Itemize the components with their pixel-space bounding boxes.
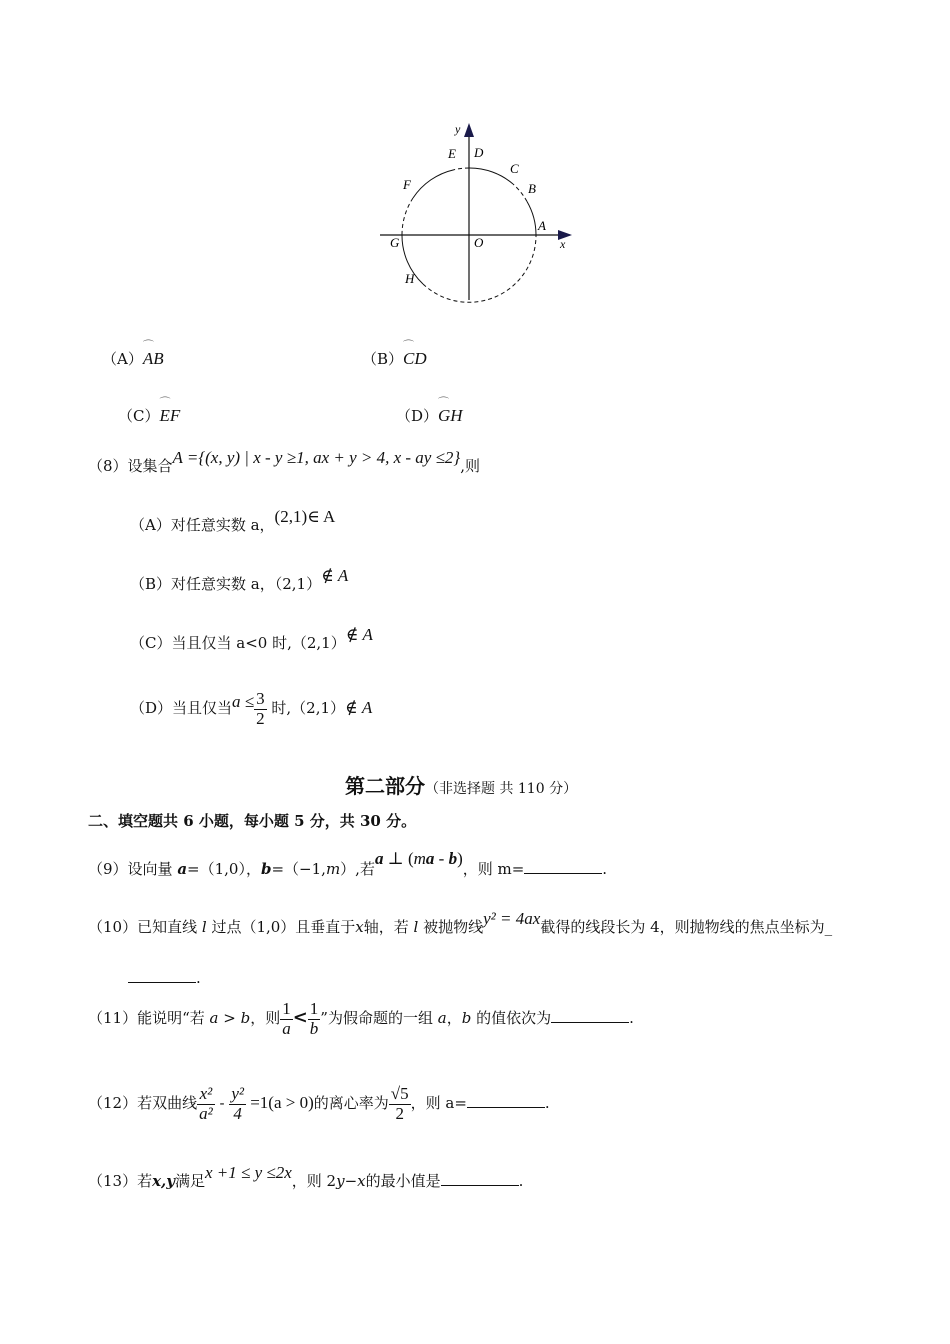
q7-option-a (102, 340, 164, 369)
q12-tail: ，则 a= (410, 1094, 467, 1113)
q8-option-d (130, 690, 372, 728)
q12-eccentricity: $\frac{√5}{2}$ (390, 1084, 409, 1123)
q13-minus: − (344, 1172, 358, 1190)
q8-option-d-math: ∉ A (345, 698, 373, 718)
arc-EF (413, 170, 454, 198)
section2-heading: 二、填空题共 6 小题，每小题 5 分，共 30 分。 (88, 812, 417, 830)
q9-tail: ，则 m= (462, 860, 525, 878)
part2-title: 第二部分 (345, 774, 425, 798)
q13-mid: 满足 (174, 1172, 205, 1190)
arc-notation: ⌒ GH (438, 397, 463, 425)
point-G-label: G (390, 235, 400, 250)
q10-line2 (128, 968, 201, 987)
option-label: （A） (102, 350, 143, 368)
q10-answer-blank[interactable] (128, 968, 196, 983)
q10-parabola: y² = 4ax (483, 909, 541, 928)
q8-option-d-tail: 时,（2,1） (266, 699, 346, 718)
q13-y: y (336, 1172, 345, 1190)
q10-text-b: 过点（1,0）且垂直于 (206, 918, 356, 936)
arc-DE (454, 168, 469, 170)
q12-end: . (544, 1094, 550, 1113)
y-axis-arrow (464, 123, 474, 137)
q7-option-b (362, 340, 427, 369)
q13-prefix: （13）若 (88, 1172, 153, 1190)
q11-answer-blank[interactable] (551, 1008, 629, 1023)
q11-prefix: （11）能说明“若 (88, 1009, 210, 1028)
q12 (88, 1085, 550, 1123)
q8-option-a-math: (2,1)∈ A (274, 507, 336, 526)
q10-end: . (196, 969, 201, 987)
q8-suffix: ,则 (460, 457, 481, 475)
q9-vector-b: b (260, 860, 272, 878)
point-D-label: D (474, 145, 484, 160)
q11-mid: ，则 (250, 1009, 281, 1028)
q9-b-value: =（−1, (271, 860, 326, 878)
q8-option-c-text: （C）当且仅当 a<0 时,（2,1） (130, 634, 346, 652)
arc-AB (527, 202, 536, 236)
q11-a: a (437, 1009, 447, 1028)
y-axis-label: y (455, 122, 461, 136)
q10-l2: l (413, 918, 419, 936)
q8-option-b-math: ∉ A (321, 566, 349, 585)
q8-option-a-text: （A）对任意实数 a， (130, 516, 275, 534)
q9-close: ）,若 (340, 860, 375, 878)
q11-end: . (629, 1009, 634, 1028)
q12-fraction-x: $\frac{\text{x²}}{\text{a²}}$ (199, 1084, 213, 1123)
q12-prefix: （12）若双曲线 (88, 1094, 198, 1113)
arc-notation: ⌒ AB (142, 340, 164, 368)
q8-option-b (130, 566, 349, 594)
point-H-label: H (405, 271, 415, 286)
q8-prefix: （8）设集合 (88, 457, 173, 475)
q10-text-d: 被抛物线 (418, 918, 484, 936)
q13-x: x (357, 1172, 366, 1190)
arc-notation: ⌒ CD (403, 340, 427, 368)
q12-answer-blank[interactable] (467, 1093, 545, 1108)
q8-stem (88, 448, 481, 476)
option-label: （D） (396, 407, 439, 425)
q13-end: . (518, 1172, 524, 1190)
q10-line1 (88, 909, 833, 937)
q12-minus: - (214, 1094, 230, 1113)
option-label: （C） (118, 407, 160, 425)
q8-option-d-fraction: $\frac{3}{2}$ (256, 689, 265, 728)
x-axis-label: x (560, 237, 566, 251)
q12-mid: 的离心率为 (313, 1094, 389, 1113)
q11-b: b (461, 1009, 472, 1028)
q11-condition: a > b (209, 1009, 251, 1028)
arc-CD (469, 168, 513, 184)
q8-option-a (130, 507, 336, 535)
q10-text-c: 轴，若 (363, 918, 414, 936)
q8-option-c (130, 625, 373, 653)
q13-tail2: 的最小值是 (365, 1172, 441, 1190)
q9-m: m (325, 860, 341, 878)
q11-fraction-2: $\frac{1}{b}$ (309, 999, 319, 1038)
point-B-label: B (528, 181, 536, 196)
q9-answer-blank[interactable] (524, 859, 602, 874)
q13-vars: x,y (152, 1172, 175, 1190)
q12-fraction-y: $\frac{\text{y²}}{4}$ (231, 1084, 244, 1123)
q9-a-value: =（1,0）， (187, 860, 261, 878)
q11-sep: ， (446, 1009, 462, 1028)
arc-notation: ⌒ EF (159, 397, 181, 425)
q11-fraction-1: $\frac{1}{a}$ (282, 999, 291, 1038)
q10-text-e: 截得的线段长为 4，则抛物线的焦点坐标为_ (540, 918, 833, 936)
origin-label: O (474, 235, 484, 250)
point-E-label: E (448, 146, 456, 161)
q8-set-expression: A ={(x, y) | x - y ≥1, ax + y > 4, x - ay ≤2} (172, 448, 461, 467)
point-C-label: C (510, 161, 519, 176)
q12-equation: =1(a > 0) (245, 1093, 314, 1113)
q11-tail2: 的值依次为 (471, 1009, 552, 1028)
point-F-label: F (403, 177, 411, 192)
q9-prefix: （9）设向量 (88, 860, 178, 878)
arc-BC (513, 184, 527, 202)
q10-l: l (201, 918, 207, 936)
q11-less-than: < (292, 1007, 308, 1029)
q8-option-d-text: （D）当且仅当 (130, 699, 233, 718)
q10-text-a: （10）已知直线 (88, 918, 202, 936)
q13-answer-blank[interactable] (441, 1171, 519, 1186)
q11-tail: ”为假命题的一组 (320, 1009, 438, 1028)
q9 (88, 849, 608, 879)
unit-circle-figure (370, 115, 585, 305)
q8-option-b-text: （B）对任意实数 a，（2,1） (130, 575, 322, 593)
q9-vector-a: a (177, 860, 188, 878)
q10-x: x (355, 918, 364, 936)
arc-FG (402, 198, 413, 235)
q13 (88, 1163, 524, 1191)
option-label: （B） (362, 350, 404, 368)
q9-math: a ⊥ (ma - b) (374, 849, 463, 868)
q7-option-c (118, 397, 181, 426)
point-A-label: A (538, 218, 546, 233)
part2-header (345, 770, 577, 799)
q7-option-d (396, 397, 463, 426)
q13-tail: ，则 2 (291, 1172, 337, 1190)
part2-subtitle: （非选择题 共 110 分） (425, 781, 578, 797)
q8-option-d-lhs: a ≤ (232, 692, 255, 712)
q13-constraint: x +1 ≤ y ≤2x (205, 1163, 292, 1182)
q8-option-c-math: ∉ A (345, 625, 373, 644)
q9-end: . (602, 860, 608, 878)
q11 (88, 1000, 634, 1038)
